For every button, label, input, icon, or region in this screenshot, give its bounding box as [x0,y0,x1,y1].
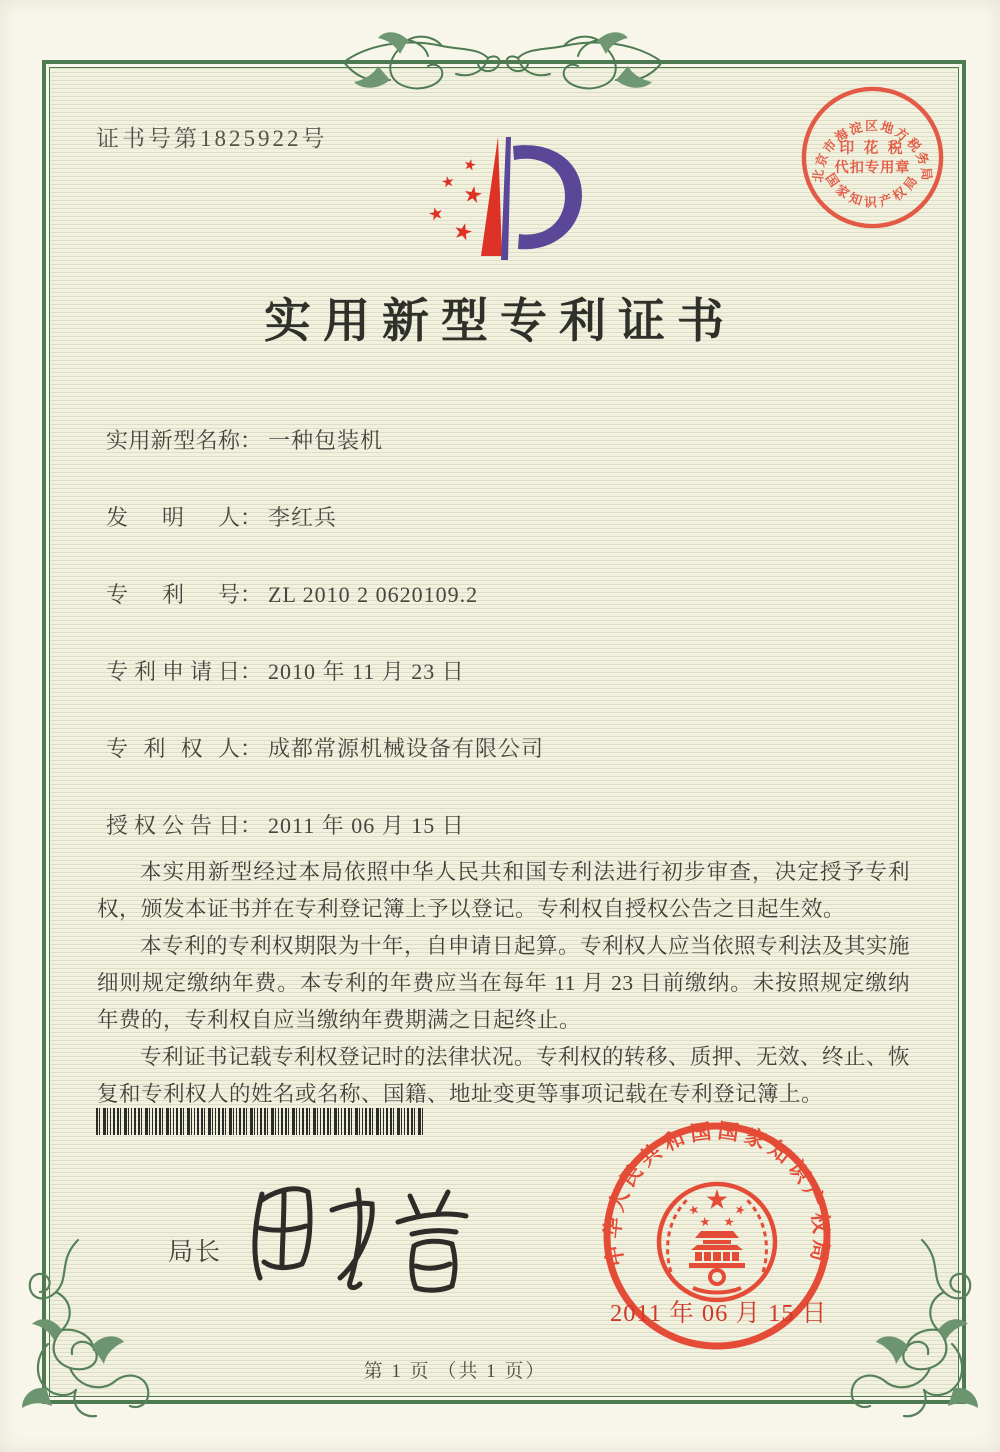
commissioner-signature [232,1166,472,1301]
body-paragraph: 本实用新型经过本局依照中华人民共和国专利法进行初步审查，决定授予专利权，颁发本证书并在专利登记簿上予以登记。专利权自授权公告之日起生效。 [97,860,910,921]
page-footer: 第 1 页 （共 1 页） [363,1361,547,1382]
logo-star-icon [428,206,444,222]
logo-star-icon [463,158,476,171]
signer-title: 局长 [168,1239,223,1266]
field-label: 发明人 [106,505,240,530]
tax-stamp-arc-top: 北京市海淀区地方税务局 [811,119,934,183]
field-colon: ： [240,813,263,838]
logo-p-bowl [513,145,582,249]
sipo-logo-icon [413,132,598,270]
page-title: 实用新型专利证书 [264,296,736,348]
field-label: 专利申请日 [106,659,240,684]
body-paragraph: 专利证书记载专利权登记时的法律状况。专利权的转移、质押、无效、终止、恢复和专利权人的姓名或名称、国籍、地址变更等事项记载在专利登记簿上。 [97,1045,911,1106]
tax-stamp-line2: 代扣专用章 [834,160,911,177]
field-value: 2010 年 11 月 23 日 [268,659,465,684]
field-value: 成都常源机械设备有限公司 [268,736,545,761]
field-colon: ： [240,582,263,607]
barcode [96,1108,424,1135]
tax-stamp-arc-bottom: 国家知识产权局 [822,171,923,210]
field-row [106,501,337,532]
field-colon: ： [240,659,263,684]
dragon-ornament-icon [338,28,668,96]
corner-flourish-icon [18,1230,168,1430]
field-row [106,578,478,609]
field-value: 一种包装机 [268,428,384,453]
logo-red-wedge [481,137,502,256]
legal-text-block [97,854,910,1113]
field-value: 2011 年 06 月 15 日 [268,813,465,838]
field-row [106,732,544,763]
field-row [106,809,465,840]
national-emblem-icon [659,1184,775,1300]
field-row [106,655,465,686]
field-colon: ： [240,736,263,761]
corner-flourish-icon [832,1230,982,1430]
field-label: 授权公告日 [106,813,240,838]
svg-text:国家知识产权局 [823,171,923,209]
tax-stamp-seal [799,84,946,231]
field-label: 专利号 [106,582,240,607]
field-label: 实用新型名称 [106,428,240,453]
logo-star-icon [453,221,474,241]
seal-ring-text: 中华人民共和国国家知识产权局 [600,1118,834,1269]
field-label: 专利权人 [106,736,240,761]
field-colon: ： [240,428,263,453]
field-value: ZL 2010 2 0620109.2 [268,582,479,607]
field-row [106,424,383,455]
logo-star-icon [464,185,483,204]
body-paragraph: 本专利的专利权期限为十年，自申请日起算。专利权人应当依照专利法及其实施细则规定缴纳年费。本专利的年费应当在每年 11 月 23 日前缴纳。未按照规定缴纳年费的，专利权自应当缴纳年费期满之日起终止。 [97,934,911,1032]
grant-date: 2011 年 06 月 15 日 [610,1300,828,1327]
tax-stamp-line1: 印 花 税 [839,140,906,157]
field-value: 李红兵 [268,505,338,530]
logo-star-icon [441,175,454,188]
field-colon: ： [240,505,263,530]
certificate-number: 证书号第1825922号 [96,126,328,151]
logo-purple-sliver [501,137,511,260]
